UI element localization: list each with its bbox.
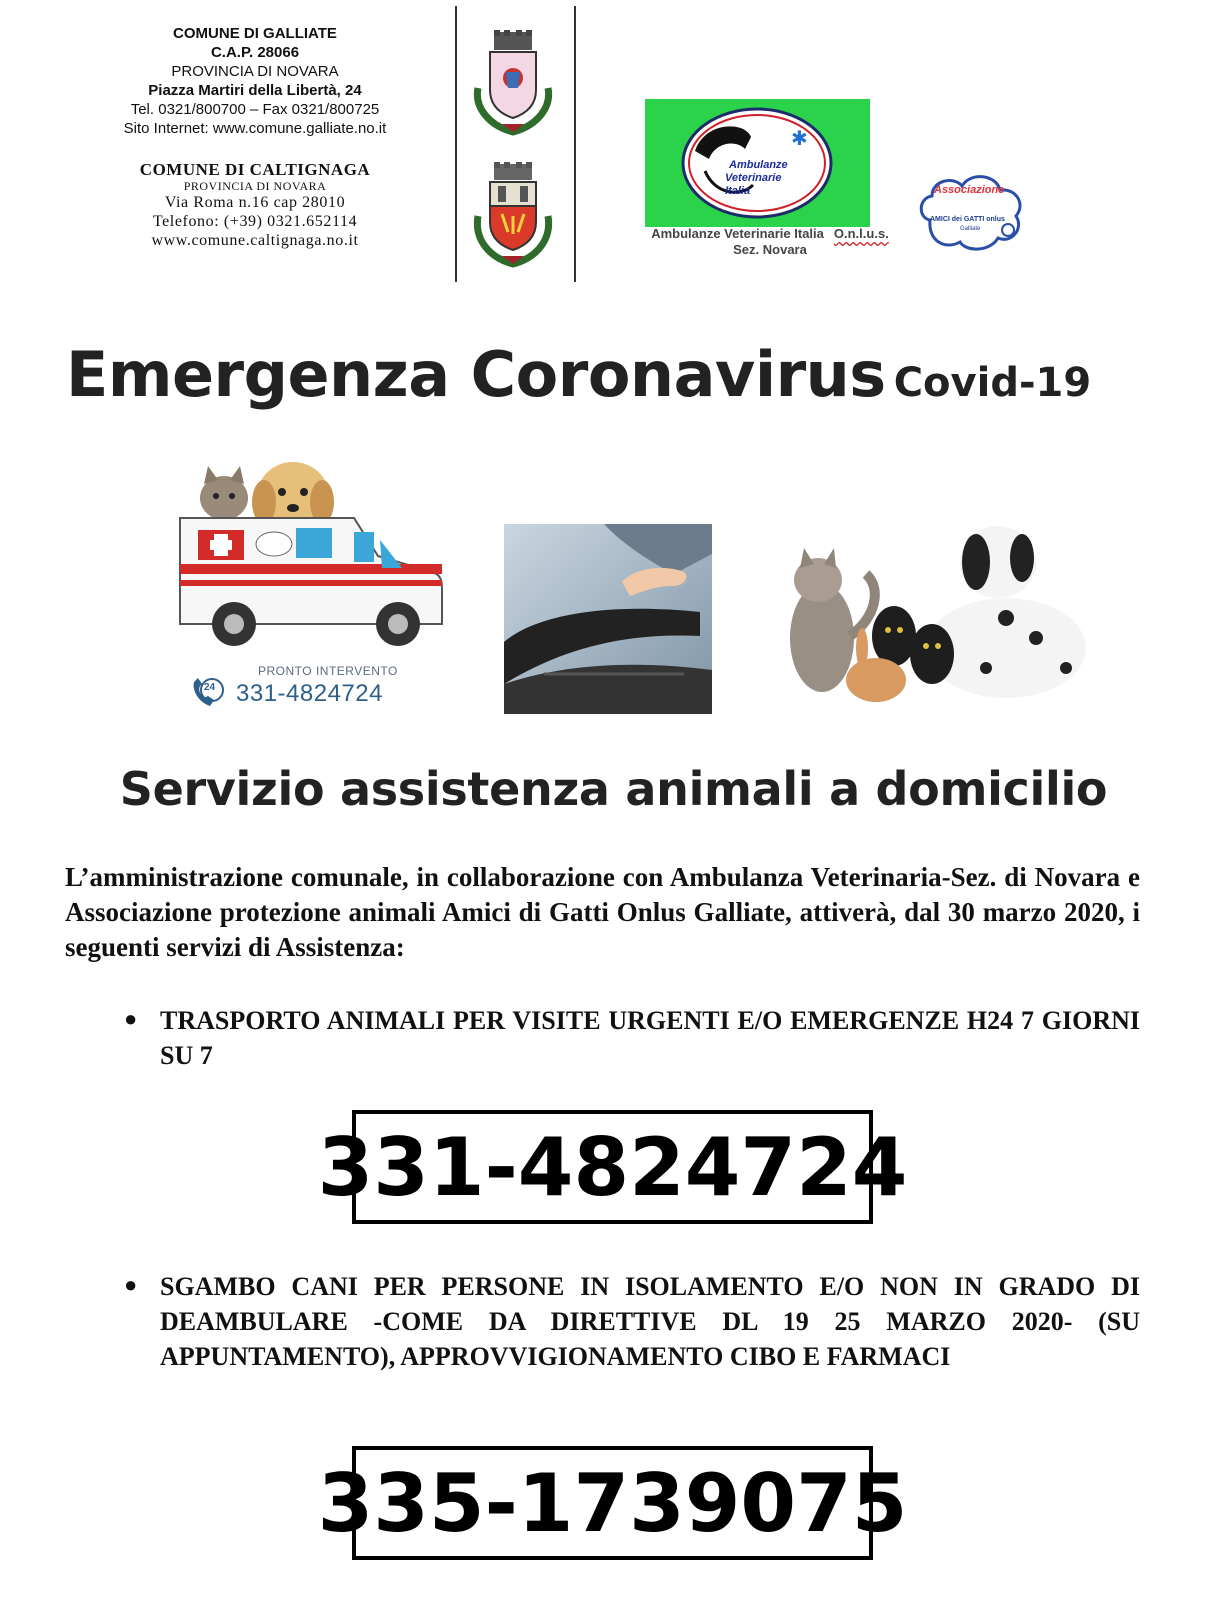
caltignaga-name: COMUNE DI CALTIGNAGA xyxy=(139,160,371,179)
pets-group-photo xyxy=(766,518,1088,714)
ambulanze-emblem-line3: Italia xyxy=(725,185,751,197)
ambulanze-caption xyxy=(625,226,915,258)
service-phone-transport: 331-4824724 xyxy=(352,1110,873,1224)
amici-dei-gatti-logo xyxy=(916,168,1028,256)
ambulance-pets-illustration xyxy=(178,456,454,656)
caltignaga-coat-of-arms xyxy=(470,160,556,268)
caltignaga-phone: Telefono: (+39) 0321.652114 xyxy=(152,213,358,230)
ambulanze-veterinarie-logo xyxy=(645,99,870,227)
service-item-transport: TRASPORTO ANIMALI PER VISITE URGENTI E/O EMERGENZE H24 7 GIORNI SU 7 xyxy=(160,1006,1140,1070)
galliate-coat-of-arms xyxy=(470,28,556,136)
galliate-contact-block xyxy=(90,24,420,138)
phone-24h-label: 24 xyxy=(204,682,216,693)
galliate-website: Sito Internet: www.comune.galliate.no.it xyxy=(123,120,387,137)
galliate-cap: C.A.P. 28066 xyxy=(210,44,300,61)
bullet-icon: ● xyxy=(124,1006,138,1031)
caltignaga-contact-block xyxy=(90,160,420,250)
telephone-photo xyxy=(504,524,712,714)
service-subtitle: Servizio assistenza animali a domicilio xyxy=(119,762,1108,816)
ambulanze-emblem-line1: Ambulanze xyxy=(729,159,788,171)
page-title-suffix: Covid-19 xyxy=(893,360,1092,406)
caltignaga-website: www.comune.caltignaga.no.it xyxy=(151,232,359,249)
ambulanze-caption-section: Sez. Novara xyxy=(733,242,807,257)
pronto-intervento-label: PRONTO INTERVENTO xyxy=(258,664,398,678)
galliate-phone-fax: Tel. 0321/800700 – Fax 0321/800725 xyxy=(130,101,380,118)
galliate-name: COMUNE DI GALLIATE xyxy=(173,25,337,42)
cats-logo-line2: AMICI dei GATTI onlus xyxy=(930,216,1005,223)
cats-logo-line3: Galliate xyxy=(960,226,981,232)
galliate-province: PROVINCIA DI NOVARA xyxy=(171,63,339,80)
svg-text:✱: ✱ xyxy=(791,126,808,150)
cats-logo-line1: Associazione xyxy=(934,184,1005,196)
pronto-intervento-phone: 331-4824724 xyxy=(236,680,383,707)
ambulanze-caption-name: Ambulanze Veterinarie Italia xyxy=(651,226,824,241)
caltignaga-address: Via Roma n.16 cap 28010 xyxy=(164,194,346,211)
bullet-icon: ● xyxy=(124,1272,138,1297)
header-divider-left xyxy=(455,6,457,282)
ambulanze-caption-onlus: O.n.l.u.s. xyxy=(833,226,889,241)
header-divider-right xyxy=(574,6,576,282)
galliate-address: Piazza Martiri della Libertà, 24 xyxy=(148,82,362,99)
cat-cloud-icon xyxy=(916,168,1028,256)
caltignaga-province: PROVINCIA DI NOVARA xyxy=(183,179,327,193)
service-item-dog-walking: SGAMBO CANI PER PERSONE IN ISOLAMENTO E/O NON IN GRADO DI DEAMBULARE -COME DA DIRETTIVE DL 19 25 MARZO 2020- (SU APPUNTAMENTO), APPROVVIGIONAMENTO CIBO E FARMACI xyxy=(160,1272,1140,1371)
page-title-main: Emergenza Coronavirus xyxy=(66,338,886,411)
page-title xyxy=(66,338,1091,411)
intro-paragraph: L’amministrazione comunale, in collaborazione con Ambulanza Veterinaria-Sez. di Novara e Associazione protezione animali Amici di Gatti Onlus Galliate, attiverà, dal 30 marzo 2020, i seguenti servizi di Assistenza: xyxy=(65,862,1140,962)
ambulanze-emblem-line2: Veterinarie xyxy=(725,172,782,184)
service-phone-dog-walking: 335-1739075 xyxy=(352,1446,873,1560)
